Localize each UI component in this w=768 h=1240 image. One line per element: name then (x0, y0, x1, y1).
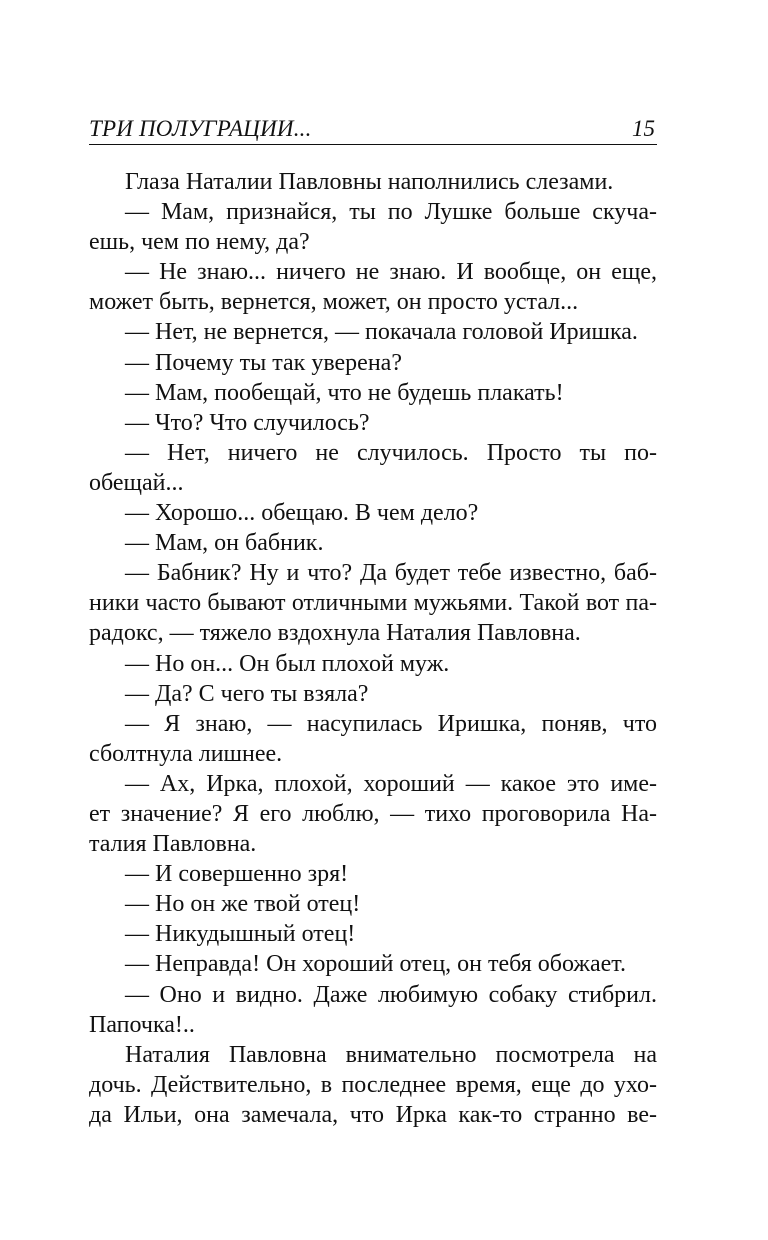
text-line: обещай... (89, 469, 184, 496)
text-line: радокс, — тяжело вздохнула Наталия Павловна. (89, 620, 581, 647)
text-line: ешь, чем по нему, да? (89, 229, 310, 256)
text-line: — И совершенно зря! (125, 861, 349, 888)
text-line: — Нет, не вернется, — покачала головой Иришка. (125, 319, 638, 346)
text-line: — Мам, признайся, ты по Лушке больше скуча- (125, 199, 657, 226)
text-line: — Не знаю... ничего не знаю. И вообще, он еще, (125, 259, 657, 286)
text-line: — Бабник? Ну и что? Да будет тебе известно, баб- (125, 560, 657, 587)
text-line: — Нет, ничего не случилось. Просто ты по- (125, 439, 657, 466)
text-line: — Но он... Он был плохой муж. (125, 650, 450, 677)
text-line: Наталия Павловна внимательно посмотрела на (125, 1041, 657, 1068)
text-line: — Никудышный отец! (125, 921, 356, 948)
text-line: — Почему ты так уверена? (125, 349, 402, 376)
text-line: — Что? Что случилось? (125, 409, 370, 436)
text-line: — Да? С чего ты взяла? (125, 680, 369, 707)
text-line: — Мам, он бабник. (125, 530, 324, 557)
text-line: — Хорошо... обещаю. В чем дело? (125, 500, 479, 527)
text-line: может быть, вернется, может, он просто устал... (89, 289, 579, 316)
page-number: 15 (632, 116, 655, 141)
text-line: — Мам, пообещай, что не будешь плакать! (125, 379, 564, 406)
body-text (89, 167, 657, 1130)
text-line: — Неправда! Он хороший отец, он тебя обожает. (125, 951, 626, 978)
text-line: — Я знаю, — насупилась Иришка, поняв, что (125, 710, 657, 737)
text-line: Глаза Наталии Павловны наполнились слезами. (125, 169, 614, 195)
text-line: — Ах, Ирка, плохой, хороший — какое это име- (125, 770, 657, 797)
text-line: дочь. Действительно, в последнее время, еще до ухо- (89, 1071, 657, 1098)
page-header (89, 110, 657, 145)
text-line: да Ильи, она замечала, что Ирка как-то странно ве- (89, 1101, 657, 1128)
text-line: — Оно и видно. Даже любимую собаку стибрил. (125, 981, 657, 1008)
text-line: Папочка!.. (89, 1011, 195, 1038)
text-line: сболтнула лишнее. (89, 740, 283, 767)
text-line: талия Павловна. (89, 831, 257, 858)
text-line: — Но он же твой отец! (125, 891, 361, 918)
running-title: ТРИ ПОЛУГРАЦИИ... (89, 116, 312, 141)
text-line: ет значение? Я его люблю, — тихо проговорила На- (89, 800, 657, 827)
text-line: ники часто бывают отличными мужьями. Такой вот па- (89, 590, 657, 617)
